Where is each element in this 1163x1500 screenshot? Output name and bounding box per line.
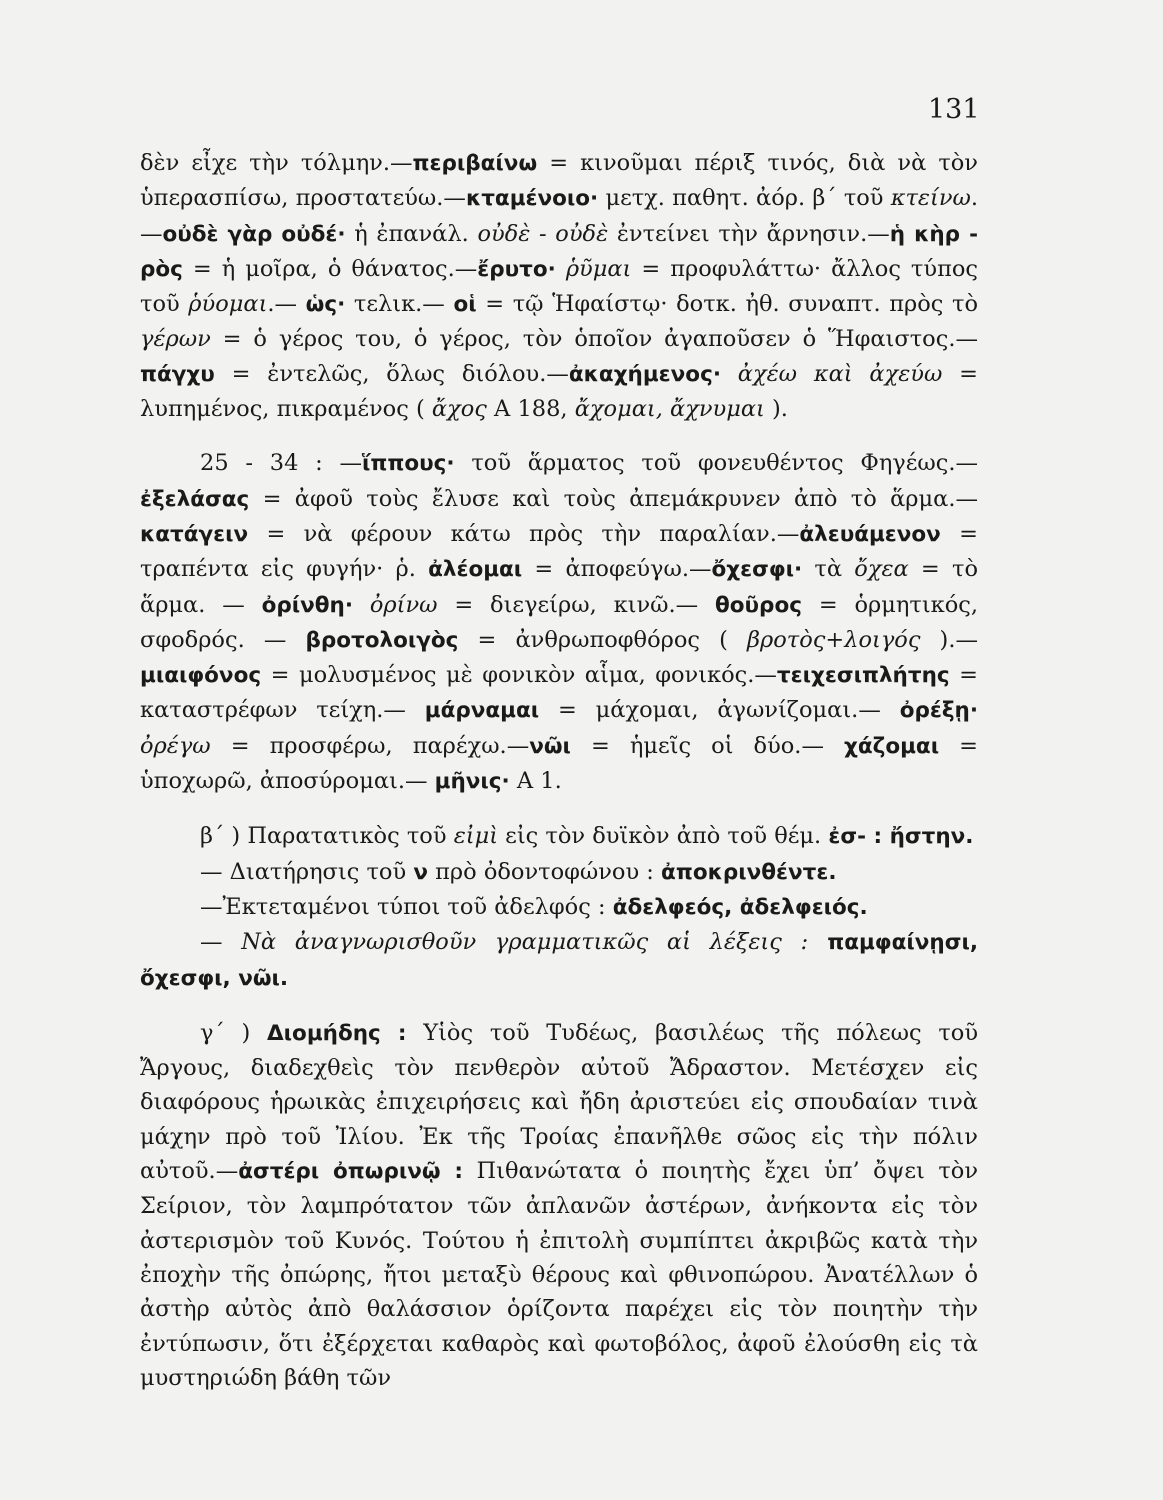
term: κατάγειν <box>140 521 249 547</box>
commentary-text <box>140 146 978 1395</box>
term: ἐξελάσας <box>140 486 250 512</box>
term: οὐδὲ γὰρ οὐδέ· <box>162 221 346 247</box>
term: ἀστέρι ὀπωρινῷ : <box>238 1159 464 1185</box>
page-number: 131 <box>928 94 980 125</box>
term: ἔρυτο· <box>477 256 556 282</box>
term: ὀρέξῃ· <box>899 698 978 724</box>
term: μιαιφόνος <box>140 663 262 689</box>
term: χάζομαι <box>844 733 940 759</box>
term: ἀδελφεός, ἀδελφειός. <box>612 894 868 920</box>
term: Διομήδης : <box>267 1020 407 1046</box>
term: βροτολοιγὸς <box>305 627 459 653</box>
term: πάγχυ <box>140 361 215 387</box>
paragraph-glossary-1: δὲν εἶχε τὴν τόλμην.—περιβαίνω = κινοῦμαι πέριξ τινός, διὰ νὰ τὸν ὑπερασπίσω, προστατεύω.—κταμένοιο· μετχ. παθητ. ἀόρ. β΄ τοῦ κτείνω.—οὐδὲ γὰρ οὐδέ· ἡ ἐπανάλ. οὐδὲ - οὐδὲ ἐντείνει τὴν ἄρνησιν.—ἡ κὴρ - ρὸς = ἡ μοῖρα, ὁ θάνατος.—ἔρυτο· ῥῦμαι = προφυλάττω· ἄλλος τύπος τοῦ ῥύομαι.— ὡς· τελικ.— οἱ = τῷ Ἡφαίστῳ· δοτκ. ἠθ. συναπτ. πρὸς τὸ γέρων = ὁ γέρος του, ὁ γέρος, τὸν ὁποῖον ἀγαποῦσεν ὁ Ἥφαιστος.—πάγχυ = ἐντελῶς, ὅλως διόλου.—ἀκαχήμενος· ἀχέω καὶ ἀχεύω = λυπημένος, πικραμένος ( ἄχος Α 188, ἄχομαι, ἄχνυμαι ). <box>140 150 978 423</box>
term: θοῦρος <box>715 592 802 618</box>
term: μάρναμαι <box>424 698 540 724</box>
term: παμφαίνῃσι, ὄχεσφι, νῶι. <box>140 930 979 991</box>
term: ἵππους· <box>362 451 455 477</box>
paragraph-grammar-beta: β΄ ) Παρατατικὸς τοῦ εἰμὶ εἰς τὸν δυϊκὸν ἀπὸ τοῦ θέμ. ἐσ- : ἤστην. <box>200 823 974 850</box>
term: μῆνις· <box>434 769 510 795</box>
term: ἡ κὴρ - ρὸς <box>140 221 978 282</box>
grammar-exercise: — Νὰ ἀναγνωρισθοῦν γραμματικῶς αἱ λέξεις : παμφαίνῃσι, ὄχεσφι, νῶι. <box>140 929 979 991</box>
term: ὡς· <box>305 292 346 318</box>
term: ὀρίνθη· <box>261 592 354 618</box>
grammar-note-2: —Ἐκτεταμένοι τύποι τοῦ ἀδελφός : ἀδελφεός, ἀδελφειός. <box>200 893 868 920</box>
term: τειχεσιπλήτης <box>776 663 950 689</box>
term: περιβαίνω <box>412 151 538 176</box>
term: ν <box>413 859 428 885</box>
term: ἀκαχήμενος· <box>568 361 721 387</box>
term: ἀλέομαι <box>428 557 523 583</box>
term: ἀποκρινθέντε. <box>661 859 837 885</box>
term: νῶι <box>529 733 571 759</box>
term: ὄχεσφι· <box>711 557 803 583</box>
paragraph-diomedes: γ΄ ) Διομήδης : Υἱὸς τοῦ Τυδέως, βασιλέως τῆς πόλεως τοῦ Ἄργους, διαδεχθεὶς τὸν πενθερὸν αὐτοῦ Ἄδραστον. Μετέσχεν εἰς διαφόρους ἡρωικὰς ἐπιχειρήσεις καὶ ἤδη ἀριστεύει εἰς σπουδαίαν τινὰ μάχην πρὸ τοῦ Ἰλίου. Ἐκ τῆς Τροίας ἐπανῆλθε σῶος εἰς τὴν πόλιν αὐτοῦ.—ἀστέρι ὀπωρινῷ : Πιθανώτατα ὁ ποιητὴς ἔχει ὑπ’ ὄψει τὸν Σείριον, τὸν λαμπρότατον τῶν ἀπλανῶν ἀστέρων, ἀνήκοντα εἰς τὸν ἀστερισμὸν τοῦ Κυνός. Τούτου ἡ ἐπιτολὴ συμπίπτει ἀκριβῶς κατὰ τὴν ἐποχὴν τῆς ὀπώρης, ἤτοι μεταξὺ θέρους καὶ φθινοπώρου. Ἀνατέλλων ὁ ἀστὴρ αὐτὸς ἀπὸ θαλάσσιον ὁρίζοντα παρέχει εἰς τὸν ποιητὴν τὴν ἐντύπωσιν, ὅτι ἐξέρχεται καθαρὸς καὶ φωτοβόλος, ἀφοῦ ἐλούσθη εἰς τὰ μυστηριώδη βάθη τῶν <box>140 1019 979 1391</box>
term: οἱ <box>453 292 477 318</box>
term: ἐσ- : ἤστην. <box>828 824 974 850</box>
grammar-note-1: — Διατήρησις τοῦ ν πρὸ ὀδοντοφώνου : ἀποκρινθέντε. <box>200 858 837 885</box>
paragraph-glossary-25-34: 25 - 34 : —ἵππους· τοῦ ἅρματος τοῦ φονευθέντος Φηγέως.— ἐξελάσας = ἀφοῦ τοὺς ἔλυσε καὶ τοὺς ἀπεμάκρυνεν ἀπὸ τὸ ἅρμα.—κατάγειν = νὰ φέρουν κάτω πρὸς τὴν παραλίαν.—ἀλευάμενον = τραπέντα εἰς φυγήν· ῥ. ἀλέομαι = ἀποφεύγω.—ὄχεσφι· τὰ ὄχεα = τὸ ἅρμα. — ὀρίνθη· ὀρίνω = διεγείρω, κινῶ.— θοῦρος = ὁρμητικός, σφοδρός. — βροτολοιγὸς = ἀνθρωποφθόρος ( βροτὸς+λοιγός ).—μιαιφόνος = μολυσμένος μὲ φονικὸν αἷμα, φονικός.—τειχεσιπλήτης = καταστρέφων τείχη.— μάρναμαι = μάχομαι, ἀγωνίζομαι.— ὀρέξῃ· ὀρέγω = προσφέρω, παρέχω.—νῶι = ἡμεῖς οἱ δύο.— χάζομαι = ὑποχωρῶ, ἀποσύρομαι.— μῆνις· Α 1. <box>140 450 979 795</box>
term: ἀλευάμενον <box>799 521 941 547</box>
term: κταμένοιο· <box>465 186 599 212</box>
